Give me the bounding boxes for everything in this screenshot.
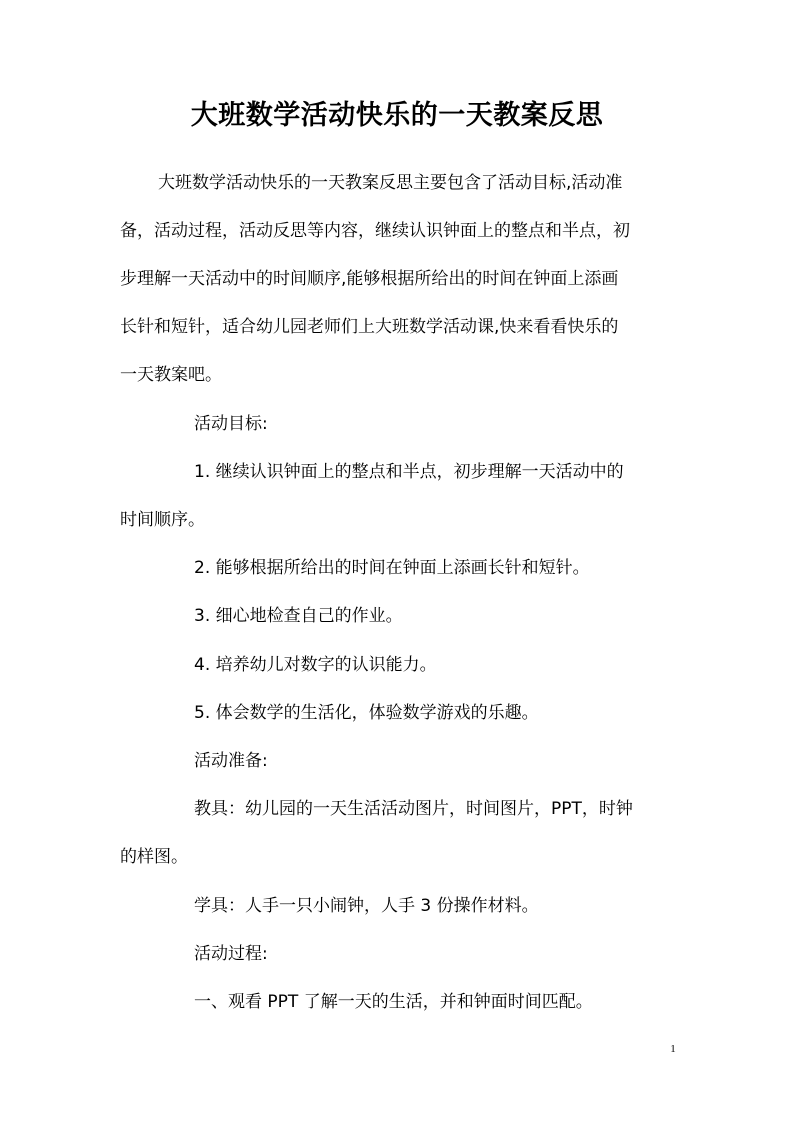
goal-item-3: 3. 细心地检查自己的作业。 bbox=[194, 606, 403, 626]
page-number: 1 bbox=[670, 1043, 676, 1055]
preparation-teaching-aids-line-1: 教具：幼儿园的一天生活活动图片，时间图片，PPT，时钟 bbox=[194, 799, 633, 819]
section-heading-process: 活动过程: bbox=[194, 944, 268, 964]
paragraph-intro-line-4: 长针和短针，适合幼儿园老师们上大班数学活动课,快来看看快乐的 bbox=[120, 317, 619, 337]
section-heading-preparation: 活动准备: bbox=[194, 751, 268, 771]
goal-item-5: 5. 体会数学的生活化，体验数学游戏的乐趣。 bbox=[194, 703, 539, 723]
document-title: 大班数学活动快乐的一天教案反思 bbox=[190, 100, 604, 131]
preparation-learning-aids: 学具：人手一只小闹钟，人手 3 份操作材料。 bbox=[194, 896, 539, 916]
section-heading-goals: 活动目标: bbox=[194, 414, 268, 434]
goal-item-2: 2. 能够根据所给出的时间在钟面上添画长针和短针。 bbox=[194, 558, 590, 578]
goal-item-1-line-2: 时间顺序。 bbox=[120, 510, 205, 530]
paragraph-intro-line-2: 备，活动过程，活动反思等内容，继续认识钟面上的整点和半点，初 bbox=[120, 221, 630, 241]
paragraph-intro-line-1: 大班数学活动快乐的一天教案反思主要包含了活动目标,活动准 bbox=[158, 173, 623, 193]
goal-item-1-line-1: 1. 继续认识钟面上的整点和半点，初步理解一天活动中的 bbox=[194, 462, 624, 482]
paragraph-intro-line-5: 一天教案吧。 bbox=[120, 365, 222, 385]
process-step-1: 一、观看 PPT 了解一天的生活，并和钟面时间匹配。 bbox=[194, 992, 593, 1012]
paragraph-intro-line-3: 步理解一天活动中的时间顺序,能够根据所给出的时间在钟面上添画 bbox=[120, 269, 619, 289]
preparation-teaching-aids-line-2: 的样图。 bbox=[120, 847, 188, 867]
goal-item-4: 4. 培养幼儿对数字的认识能力。 bbox=[194, 655, 437, 675]
